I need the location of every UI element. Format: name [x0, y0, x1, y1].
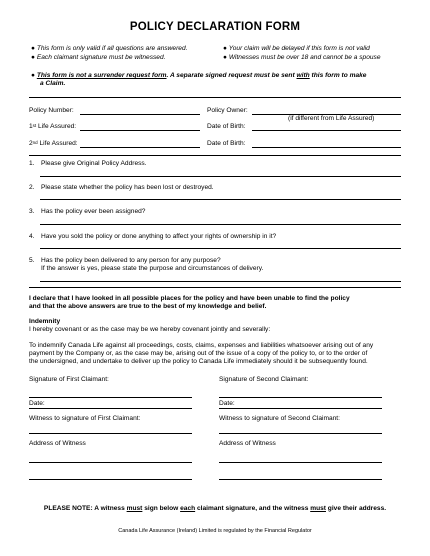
policy-number-field[interactable]: [80, 114, 200, 115]
note-valid: ● This form is only valid if all questions are answered.: [31, 45, 188, 52]
first-claimant-date-field[interactable]: [29, 408, 192, 409]
second-claimant-signature-label: Signature of Second Claimant:: [219, 376, 309, 383]
bullet-icon: ●: [223, 54, 227, 61]
second-life-assured-field[interactable]: [80, 147, 200, 148]
first-witness-address-label: Address of Witness: [29, 440, 86, 447]
second-witness-field[interactable]: [219, 433, 382, 434]
first-claimant-signature-field[interactable]: [29, 397, 192, 398]
answer-4-field[interactable]: [40, 248, 401, 249]
dob-first-label: Date of Birth:: [207, 123, 246, 130]
first-witness-address-line-2[interactable]: [29, 479, 192, 480]
divider-fields: [29, 155, 401, 156]
policy-owner-label: Policy Owner:: [207, 107, 248, 114]
first-life-assured-field[interactable]: [80, 130, 200, 131]
second-witness-address-line-1[interactable]: [219, 462, 382, 463]
second-claimant-date-label: Date:: [219, 400, 235, 407]
divider-declaration: [29, 287, 401, 288]
policy-number-label: Policy Number:: [29, 107, 74, 114]
second-witness-address-line-2[interactable]: [219, 479, 382, 480]
surrender-notice-line2: a Claim.: [40, 80, 66, 87]
declaration-line-1: I declare that I have looked in all possible places for the policy and have been unable to find the policy: [29, 295, 350, 302]
answer-5-field[interactable]: [40, 281, 401, 282]
indemnity-body-1: To indemnify Canada Life against all proceedings, costs, claims, expenses and liabilities whatsoever arising out of any: [29, 342, 374, 349]
please-note: PLEASE NOTE: A witness must sign below each claimant signature, and the witness must give their address.: [43, 505, 387, 512]
first-witness-label: Witness to signature of First Claimant:: [29, 415, 141, 422]
second-witness-label: Witness to signature of Second Claimant:: [219, 415, 340, 422]
dob-first-field[interactable]: [252, 130, 401, 131]
second-claimant-date-field[interactable]: [219, 408, 382, 409]
question-4: 4. Have you sold the policy or done anything to affect your rights of ownership in it?: [29, 233, 277, 240]
divider-top: [29, 97, 401, 98]
question-2: 2. Please state whether the policy has been lost or destroyed.: [29, 184, 214, 191]
question-3: 3. Has the policy ever been assigned?: [29, 208, 146, 215]
dob-second-field[interactable]: [252, 147, 401, 148]
indemnity-body-3: the undersigned, and undertake to deliver up the policy to Canada Life immediately should it be subsequently found.: [29, 358, 368, 365]
indemnity-body-2: payment by the Company or, as the case may be, arising out of the issue of a copy of the policy to, or to the order of: [29, 350, 368, 357]
first-claimant-date-label: Date:: [29, 400, 45, 407]
question-5: 5. Has the policy been delivered to any person for any purpose?: [29, 257, 221, 264]
bullet-icon: ●: [223, 45, 227, 52]
first-claimant-signature-label: Signature of First Claimant:: [29, 376, 109, 383]
question-1: 1. Please give Original Policy Address.: [29, 160, 147, 167]
note-witness-age: ● Witnesses must be over 18 and cannot be a spouse: [223, 54, 381, 61]
first-life-assured-label: 1st Life Assured:: [29, 123, 77, 130]
note-delayed: ● Your claim will be delayed if this form is not valid: [223, 45, 370, 52]
first-witness-field[interactable]: [29, 433, 192, 434]
indemnity-heading: Indemnity: [29, 318, 61, 325]
second-life-assured-label: 2nd Life Assured:: [29, 140, 78, 147]
answer-2-field[interactable]: [40, 199, 401, 200]
policy-owner-note: (if different from Life Assured): [288, 115, 375, 122]
second-witness-address-label: Address of Witness: [219, 440, 276, 447]
bullet-icon: ●: [31, 45, 35, 52]
dob-second-label: Date of Birth:: [207, 140, 246, 147]
bullet-icon: ●: [31, 54, 35, 61]
question-5-followup: If the answer is yes, please state the purpose and circumstances of delivery.: [41, 265, 264, 272]
second-claimant-signature-field[interactable]: [219, 397, 382, 398]
first-witness-address-line-1[interactable]: [29, 462, 192, 463]
bullet-icon: ●: [31, 72, 35, 79]
surrender-notice: ● This form is not a surrender request form. A separate signed request must be sent with this form to make: [31, 72, 367, 79]
footer-regulator: Canada Life Assurance (Ireland) Limited is regulated by the Financial Regulator: [118, 528, 312, 534]
answer-1-field[interactable]: [40, 176, 401, 177]
answer-3-field[interactable]: [40, 224, 401, 225]
note-witnessed: ● Each claimant signature must be witnessed.: [31, 54, 166, 61]
declaration-line-2: and that the above answers are true to the best of my knowledge and belief.: [29, 303, 267, 310]
form-title: POLICY DECLARATION FORM: [129, 21, 301, 33]
indemnity-intro: I hereby covenant or as the case may be we hereby covenant jointly and severally:: [29, 326, 271, 333]
